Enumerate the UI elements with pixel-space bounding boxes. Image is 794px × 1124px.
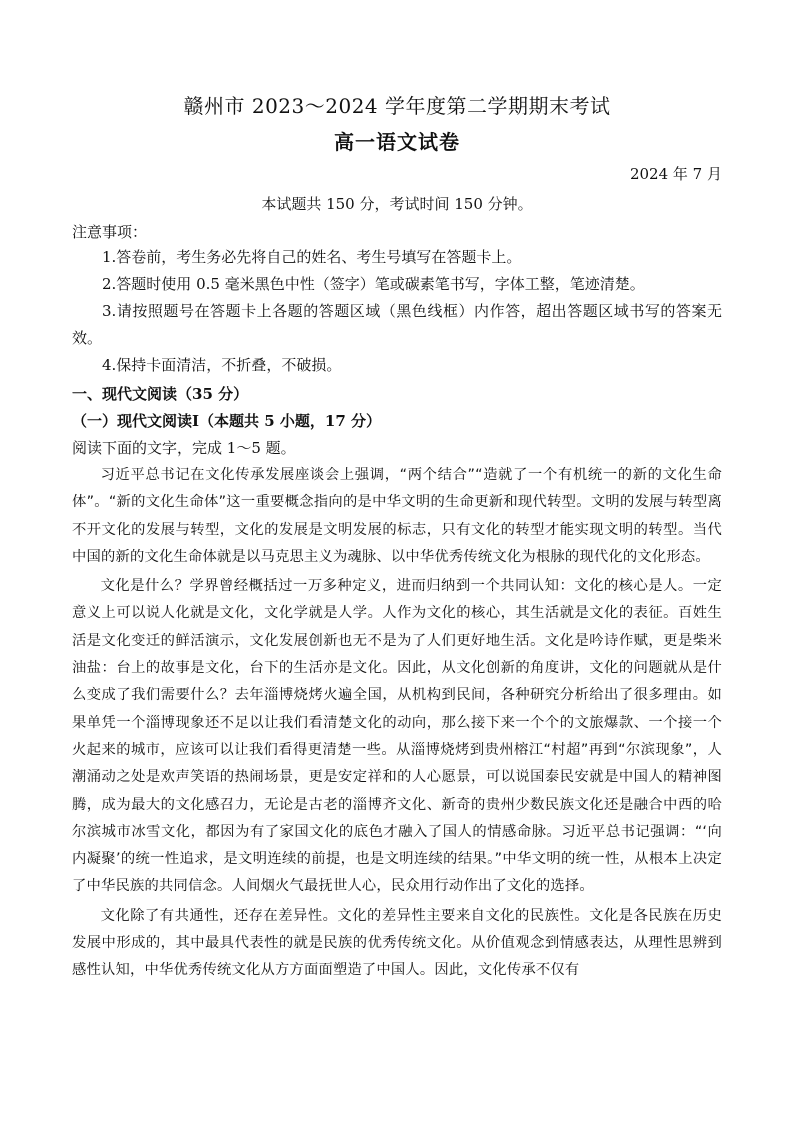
notice-heading: 注意事项：: [72, 223, 148, 241]
section-heading: 一、现代文阅读（35 分）: [72, 385, 249, 403]
passage-paragraph: 文化除了有共通性，还存在差异性。文化的差异性主要来自文化的民族性。文化是各民族在历史发展中形成的，其中最具代表性的就是民族的优秀传统文化。从价值观念到情感表达，从理性思辨到感性认知，中华优秀传统文化从方方面面塑造了中国人。因此，文化传承不仅有: [72, 907, 722, 979]
exam-info: 本试题共 150 分，考试时间 150 分钟。: [261, 195, 533, 213]
notice-item: 1.答卷前，考生务必先将自己的姓名、考生号填写在答题卡上。: [102, 248, 522, 266]
exam-title: 赣州市 2023～2024 学年度第二学期期末考试: [183, 94, 611, 118]
exam-subtitle: 高一语文试卷: [334, 130, 460, 154]
exam-page: [72, 92, 722, 985]
notice-item: 2.答题时使用 0.5 毫米黑色中性（签字）笔或碳素笔书写，字体工整，笔迹清楚。: [102, 275, 645, 293]
notice-block: [72, 220, 722, 379]
notice-item: 3.请按照题号在答题卡上各题的答题区域（黑色线框）内作答，超出答题区域书写的答案无效。: [72, 302, 722, 347]
passage-paragraph: 习近平总书记在文化传承发展座谈会上强调，“两个结合”“造就了一个有机统一的新的文化生命体”。“新的文化生命体”这一重要概念指向的是中华文明的生命更新和现代转型。文明的发展与转型离不开文化的发展与转型，文化的发展是文明发展的标志，只有文化的转型才能实现文明的转型。当代中国的新的文化生命体就是以马克思主义为魂脉、以中华优秀传统文化为根脉的现代化的文化形态。: [72, 467, 722, 565]
section-subheading: （一）现代文阅读Ⅰ（本题共 5 小题，17 分）: [72, 412, 381, 430]
notice-item: 4.保持卡面清洁，不折叠，不破损。: [102, 356, 342, 374]
passage-paragraph: 文化是什么？学界曾经概括过一万多种定义，进而归纳到一个共同认知：文化的核心是人。一定意义上可以说人化就是文化，文化学就是人学。人作为文化的核心，其生活就是文化的表征。百姓生活是文化变迁的鲜活演示，文化发展创新也无不是为了人们更好地生活。文化是吟诗作赋，更是柴米油盐：台上的故事是文化，台下的生活亦是文化。因此，从文化创新的角度讲，文化的问题就从是什么变成了我们需要什么？去年淄博烧烤火遍全国，从机构到民间，各种研究分析给出了很多理由。如果单凭一个淄博现象还不足以让我们看清楚文化的动向，那么接下来一个个的文旅爆款、一个接一个火起来的城市，应该可以让我们看得更清楚一些。从淄博烧烤到贵州榕江“村超”再到“尔滨现象”，人潮涌动之处是欢声笑语的热闹场景，更是安定祥和的人心愿景，可以说国泰民安就是中国人的精神图腾，成为最大的文化感召力，无论是古老的淄博齐文化、新奇的贵州少数民族文化还是融合中西的哈尔滨城市冰雪文化，都因为有了家国文化的底色才融入了国人的情感命脉。习近平总书记强调：“‘向内凝聚’的统一性追求，是文明连续的前提，也是文明连续的结果。”中华文明的统一性，从根本上决定了中华民族的共同信念。人间烟火气最抚世人心，民众用行动作出了文化的选择。: [72, 578, 722, 895]
reading-passage: [72, 462, 722, 985]
exam-date: 2024 年 7 月: [629, 165, 722, 183]
reading-instruction: 阅读下面的文字，完成 1～5 题。: [72, 439, 296, 457]
